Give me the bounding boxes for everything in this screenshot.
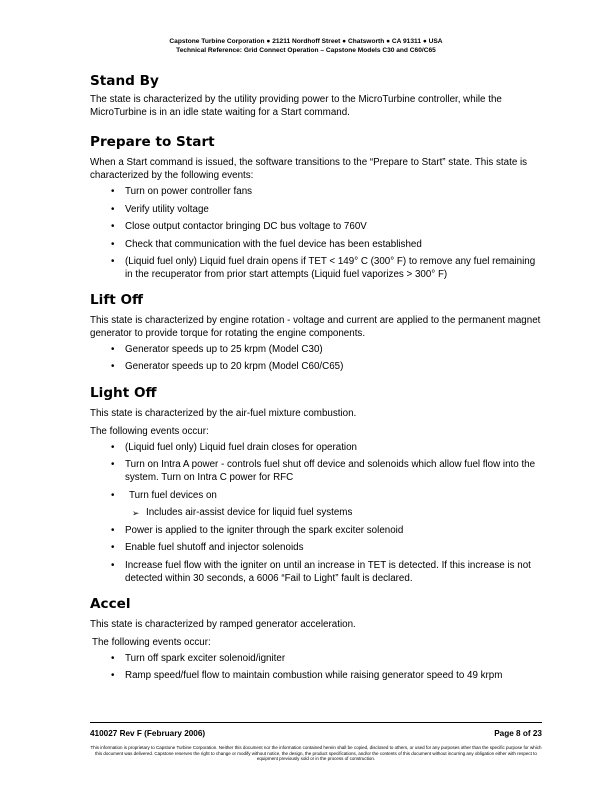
page-content: [90, 66, 542, 682]
heading-accel: Accel: [90, 596, 131, 613]
accel-paragraph: This state is characterized by ramped generator acceleration.: [90, 619, 356, 631]
heading-lift-off: Lift Off: [90, 291, 144, 308]
liftoff-paragraph: This state is characterized by engine rotation - voltage and current are applied to the permanent magnet generator to provide torque for rotating the engine components.: [90, 314, 541, 339]
prepare-paragraph: When a Start command is issued, the software transitions to the “Prepare to Start” state. This state is characterized by the following events:: [90, 157, 528, 181]
list-item: • Check that communication with the fuel device has been established: [90, 239, 542, 252]
prepare-list: [90, 186, 542, 282]
accel-list: [90, 653, 542, 682]
footer-bar: [90, 728, 542, 740]
header-address: Capstone Turbine Corporation ● 21211 Nordhoff Street ● Chatsworth ● CA 91311 ● USA: [169, 38, 443, 45]
heading-prepare-to-start: Prepare to Start: [90, 134, 215, 150]
list-item-text: Turn fuel devices on: [129, 489, 217, 501]
lightoff-intro: The following events occur:: [90, 425, 209, 437]
liftoff-list: [90, 344, 542, 374]
sub-list-item: ➢ Includes air-assist device for liquid fuel systems: [90, 507, 542, 520]
list-item: • Turn on power controller fans: [90, 186, 542, 199]
accel-intro: The following events occur:: [92, 637, 211, 649]
list-item: • (Liquid fuel only) Liquid fuel drain closes for operation: [90, 442, 542, 455]
footer-divider: [90, 722, 542, 723]
list-item: • (Liquid fuel only) Liquid fuel drain opens if TET < 149° C (300° F) to remove any fuel remaining in the recuperator from prior start attempts (Liquid fuel vaporizes > 300° F): [90, 256, 542, 281]
list-item: • Generator speeds up to 25 krpm (Model C30): [90, 344, 542, 357]
footer-disclaimer: This information is proprietary to Capstone Turbine Corporation. Neither this document nor the information contained herein shall be copied, disclosed to others, or used for any purposes other than the specific purpose for which this document was delivered. Capstone reserves the right to change or modify without notice, the design, the product specifications, and/or the contents of this document without incurring any obligation either with respect to equipment previously sold or in the process of construction.: [90, 745, 542, 762]
lightoff-list: [90, 442, 542, 585]
list-item: [90, 490, 542, 503]
list-item: • Ramp speed/fuel flow to maintain combustion while raising generator speed to 49 krpm: [90, 670, 542, 683]
lightoff-paragraph: This state is characterized by the air-fuel mixture combustion.: [90, 407, 357, 419]
document-id: 410027 Rev F (February 2006): [90, 729, 206, 738]
heading-stand-by: Stand By: [90, 73, 159, 89]
list-item: • Increase fuel flow with the igniter on until an increase in TET is detected. If this increase is not detected within 30 seconds, a 6006 “Fail to Light” fault is declared.: [90, 560, 542, 585]
list-item: • Generator speeds up to 20 krpm (Model C60/C65): [90, 361, 542, 374]
list-item: • Turn on Intra A power - controls fuel shut off device and solenoids which allow fuel flow into the system. Turn on Intra C power for RFC: [90, 459, 542, 484]
page-number: Page 8 of 23: [494, 729, 542, 738]
list-item: • Verify utility voltage: [90, 204, 542, 217]
list-item: • Close output contactor bringing DC bus voltage to 760V: [90, 221, 542, 234]
header-title: Technical Reference: Grid Connect Operation – Capstone Models C30 and C60/C65: [176, 47, 436, 54]
list-item: • Enable fuel shutoff and injector solenoids: [90, 542, 542, 555]
list-item: • Turn off spark exciter solenoid/igniter: [90, 653, 542, 666]
standby-paragraph: The state is characterized by the utility providing power to the MicroTurbine controller, while the MicroTurbine is in an idle state waiting for a Start command.: [90, 94, 502, 118]
list-item: • Power is applied to the igniter through the spark exciter solenoid: [90, 525, 542, 538]
heading-light-off: Light Off: [90, 384, 157, 401]
